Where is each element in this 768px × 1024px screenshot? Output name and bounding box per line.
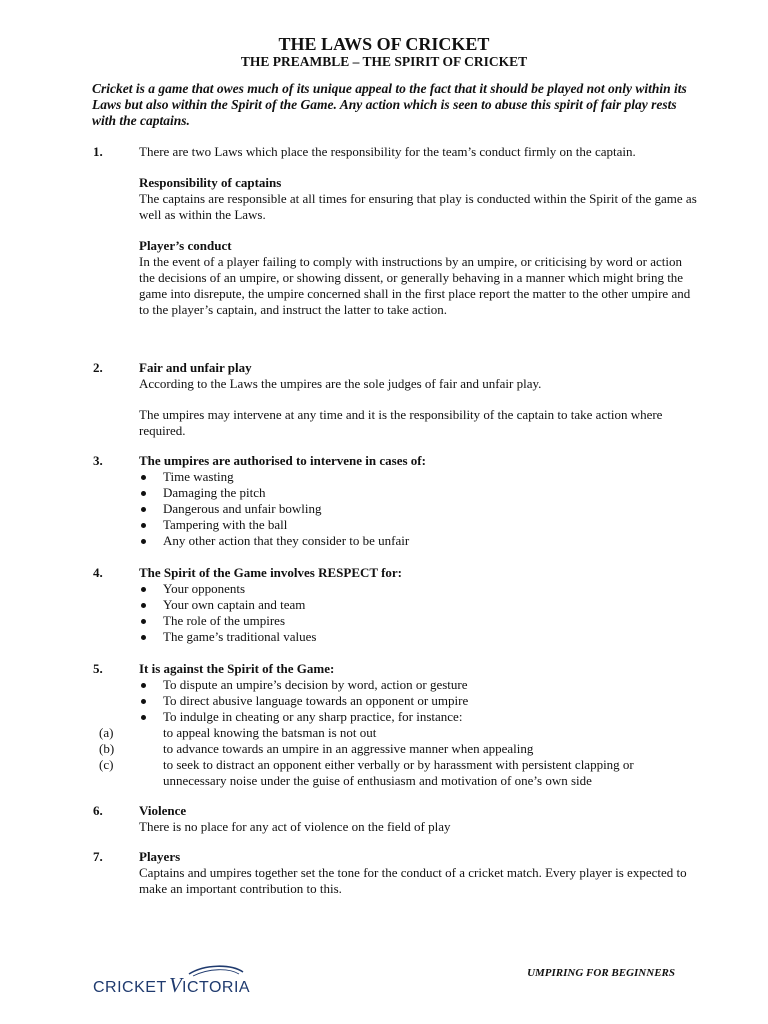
logo-swoosh-icon: [193, 970, 239, 976]
list-item: To indulge in cheating or any sharp practice, for instance:: [139, 709, 699, 725]
bullet-icon: [141, 603, 146, 608]
list-item: Damaging the pitch: [139, 485, 699, 501]
section-number: 1.: [93, 144, 103, 159]
bullet-icon: [141, 699, 146, 704]
section-subheading: Responsibility of captains: [139, 175, 282, 190]
bullet-icon: [141, 539, 146, 544]
bullet-icon: [141, 491, 146, 496]
document-title: THE LAWS OF CRICKET: [278, 34, 490, 54]
section-number: 2.: [93, 360, 103, 375]
list-item: The game’s traditional values: [139, 629, 699, 645]
section-number: 7.: [93, 849, 103, 864]
list-item: Your opponents: [139, 581, 699, 597]
list-item: The role of the umpires: [139, 613, 699, 629]
list-item: Dangerous and unfair bowling: [139, 501, 699, 517]
section-text: Captains and umpires together set the tone for the conduct of a cricket match. Every player is expected to make an important contribution to this.: [139, 865, 687, 896]
bullet-icon: [141, 715, 146, 720]
section-text: There are two Laws which place the responsibility for the team’s conduct firmly on the captain.: [139, 144, 636, 159]
intro-paragraph: Cricket is a game that owes much of its unique appeal to the fact that it should be played not only within its Laws but also within the Spirit of the Game. Any action which is seen to abuse this spirit of fair play rests with the captains.: [92, 81, 687, 128]
sub-list-item: (c) to seek to distract an opponent either verbally or by harassment with persistent clapping or unnecessary noise under the guise of enthusiasm and motivation of one’s own side: [99, 757, 634, 788]
section-text: The umpires may intervene at any time and it is the responsibility of the captain to take action where required.: [139, 407, 663, 438]
bullet-icon: [141, 475, 146, 480]
bullet-icon: [141, 619, 146, 624]
section-heading: Players: [139, 849, 181, 864]
list-item: Time wasting: [139, 469, 699, 485]
bullet-icon: [141, 635, 146, 640]
section-text: In the event of a player failing to comply with instructions by an umpire, or criticising by word or action the decisions of an umpire, or showing dissent, or generally behaving in a manner which might bring the game into disrepute, the umpire concerned shall in the first place report the matter to the other umpire and to the player’s captain, and instruct the latter to take action.: [139, 254, 691, 317]
svg-text:CRICKET: CRICKET: [93, 979, 167, 996]
section-text: There is no place for any act of violence on the field of play: [139, 819, 451, 834]
list-item: Your own captain and team: [139, 597, 699, 613]
section-number: 6.: [93, 803, 103, 818]
cricket-victoria-logo: [93, 962, 263, 1002]
section-heading: The Spirit of the Game involves RESPECT for:: [139, 565, 403, 580]
section-number: 5.: [93, 661, 103, 676]
list-item: To direct abusive language towards an opponent or umpire: [139, 693, 699, 709]
list-item: To dispute an umpire’s decision by word, action or gesture: [139, 677, 699, 693]
sub-list-item: (a) to appeal knowing the batsman is not out: [99, 725, 377, 740]
section-heading: Fair and unfair play: [139, 360, 252, 375]
bullet-icon: [141, 507, 146, 512]
list-item: Any other action that they consider to be unfair: [139, 533, 699, 549]
sub-list-item: (b) to advance towards an umpire in an aggressive manner when appealing: [99, 741, 534, 756]
section-heading: The umpires are authorised to intervene in cases of:: [139, 453, 426, 468]
sub-list: [99, 725, 699, 789]
svg-text:ICTORIA: ICTORIA: [182, 979, 251, 996]
footer-caption: UMPIRING FOR BEGINNERS: [527, 967, 675, 979]
bullet-list: [139, 581, 699, 645]
bullet-list: [139, 677, 699, 725]
section-text: According to the Laws the umpires are the sole judges of fair and unfair play.: [139, 376, 542, 391]
bullet-icon: [141, 683, 146, 688]
svg-text:V: V: [169, 973, 182, 997]
section-heading: Violence: [139, 803, 187, 818]
list-item: Tampering with the ball: [139, 517, 699, 533]
section-heading: It is against the Spirit of the Game:: [139, 661, 335, 676]
section-number: 4.: [93, 565, 103, 580]
bullet-icon: [141, 587, 146, 592]
document-subtitle: THE PREAMBLE – THE SPIRIT OF CRICKET: [240, 54, 528, 69]
section-subheading: Player’s conduct: [139, 238, 232, 253]
bullet-icon: [141, 523, 146, 528]
bullet-list: [139, 469, 699, 549]
section-number: 3.: [93, 453, 103, 468]
section-text: The captains are responsible at all times for ensuring that play is conducted within the Spirit of the game as well as within the Laws.: [139, 191, 697, 222]
